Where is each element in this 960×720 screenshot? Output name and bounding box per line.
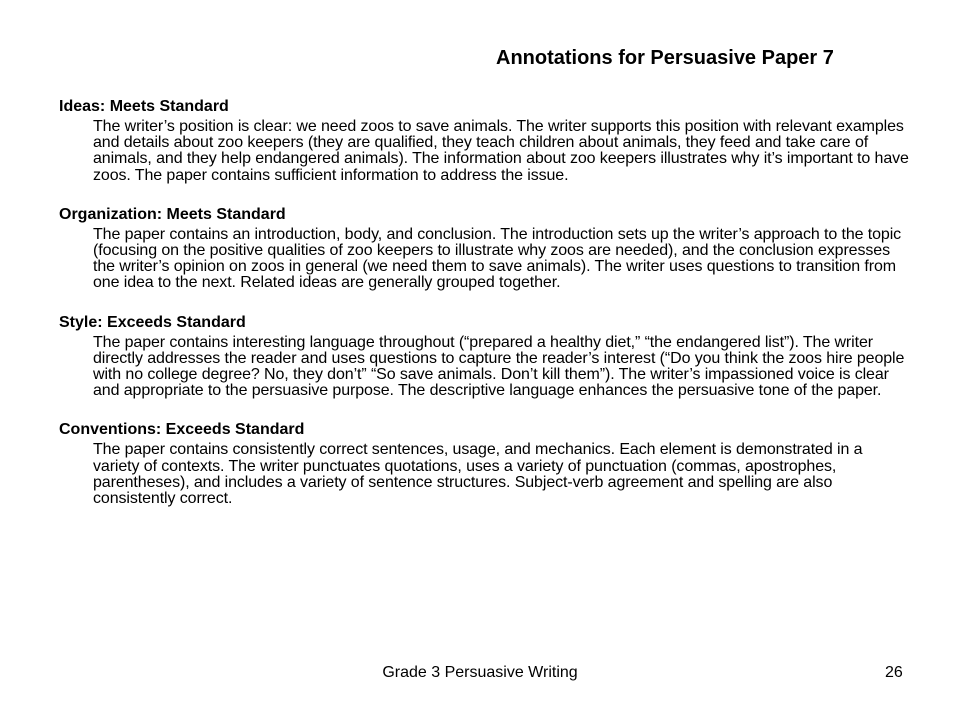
page-title: Annotations for Persuasive Paper 7 xyxy=(496,47,834,69)
section-body: The writer’s position is clear: we need zoos to save animals. The writer supports this position with relevant examples and details about zoo keepers (they are qualified, they teach children about animals, they feed and take care of animals, and they help endangered animals). The information about zoo keepers illustrates why it’s important to have zoos. The paper contains sufficient information to address the issue. xyxy=(93,118,909,184)
section-organization xyxy=(59,205,909,292)
section-style xyxy=(59,313,909,400)
section-heading: Ideas: Meets Standard xyxy=(59,98,229,115)
section-heading: Style: Exceeds Standard xyxy=(59,313,246,331)
section-body: The paper contains interesting language throughout (“prepared a healthy diet,” “the endangered list”). The writer directly addresses the reader and uses questions to capture the reader’s interest (“Do you think the zoos hire people with no college degree? No, they don’t” “So save animals. Don’t kill them”). The writer’s impassioned voice is clear and appropriate to the persuasive purpose. The descriptive language enhances the persuasive tone of the paper. xyxy=(93,333,905,400)
section-body: The paper contains consistently correct sentences, usage, and mechanics. Each element is demonstrated in a variety of contexts. The writer punctuates quotations, uses a variety of punctuation (commas, apostrophes, parentheses), and includes a variety of sentence structures. Subject-verb agreement and spelling are also consistently correct. xyxy=(93,441,863,508)
page-number: 26 xyxy=(885,664,903,681)
footer-label: Grade 3 Persuasive Writing xyxy=(382,664,578,681)
section-conventions xyxy=(59,420,909,507)
section-heading: Conventions: Exceeds Standard xyxy=(59,421,305,439)
section-body: The paper contains an introduction, body, and conclusion. The introduction sets up the writer’s approach to the topic (focusing on the positive qualities of zoo keepers to illustrate why zoos are needed), and the conclusion expresses the writer’s opinion on zoos in general (we need them to save animals). The writer uses questions to transition from one idea to the next. Related ideas are generally grouped together. xyxy=(93,225,902,292)
section-ideas xyxy=(59,97,909,184)
section-heading: Organization: Meets Standard xyxy=(59,205,286,223)
annotation-sections xyxy=(59,97,909,528)
